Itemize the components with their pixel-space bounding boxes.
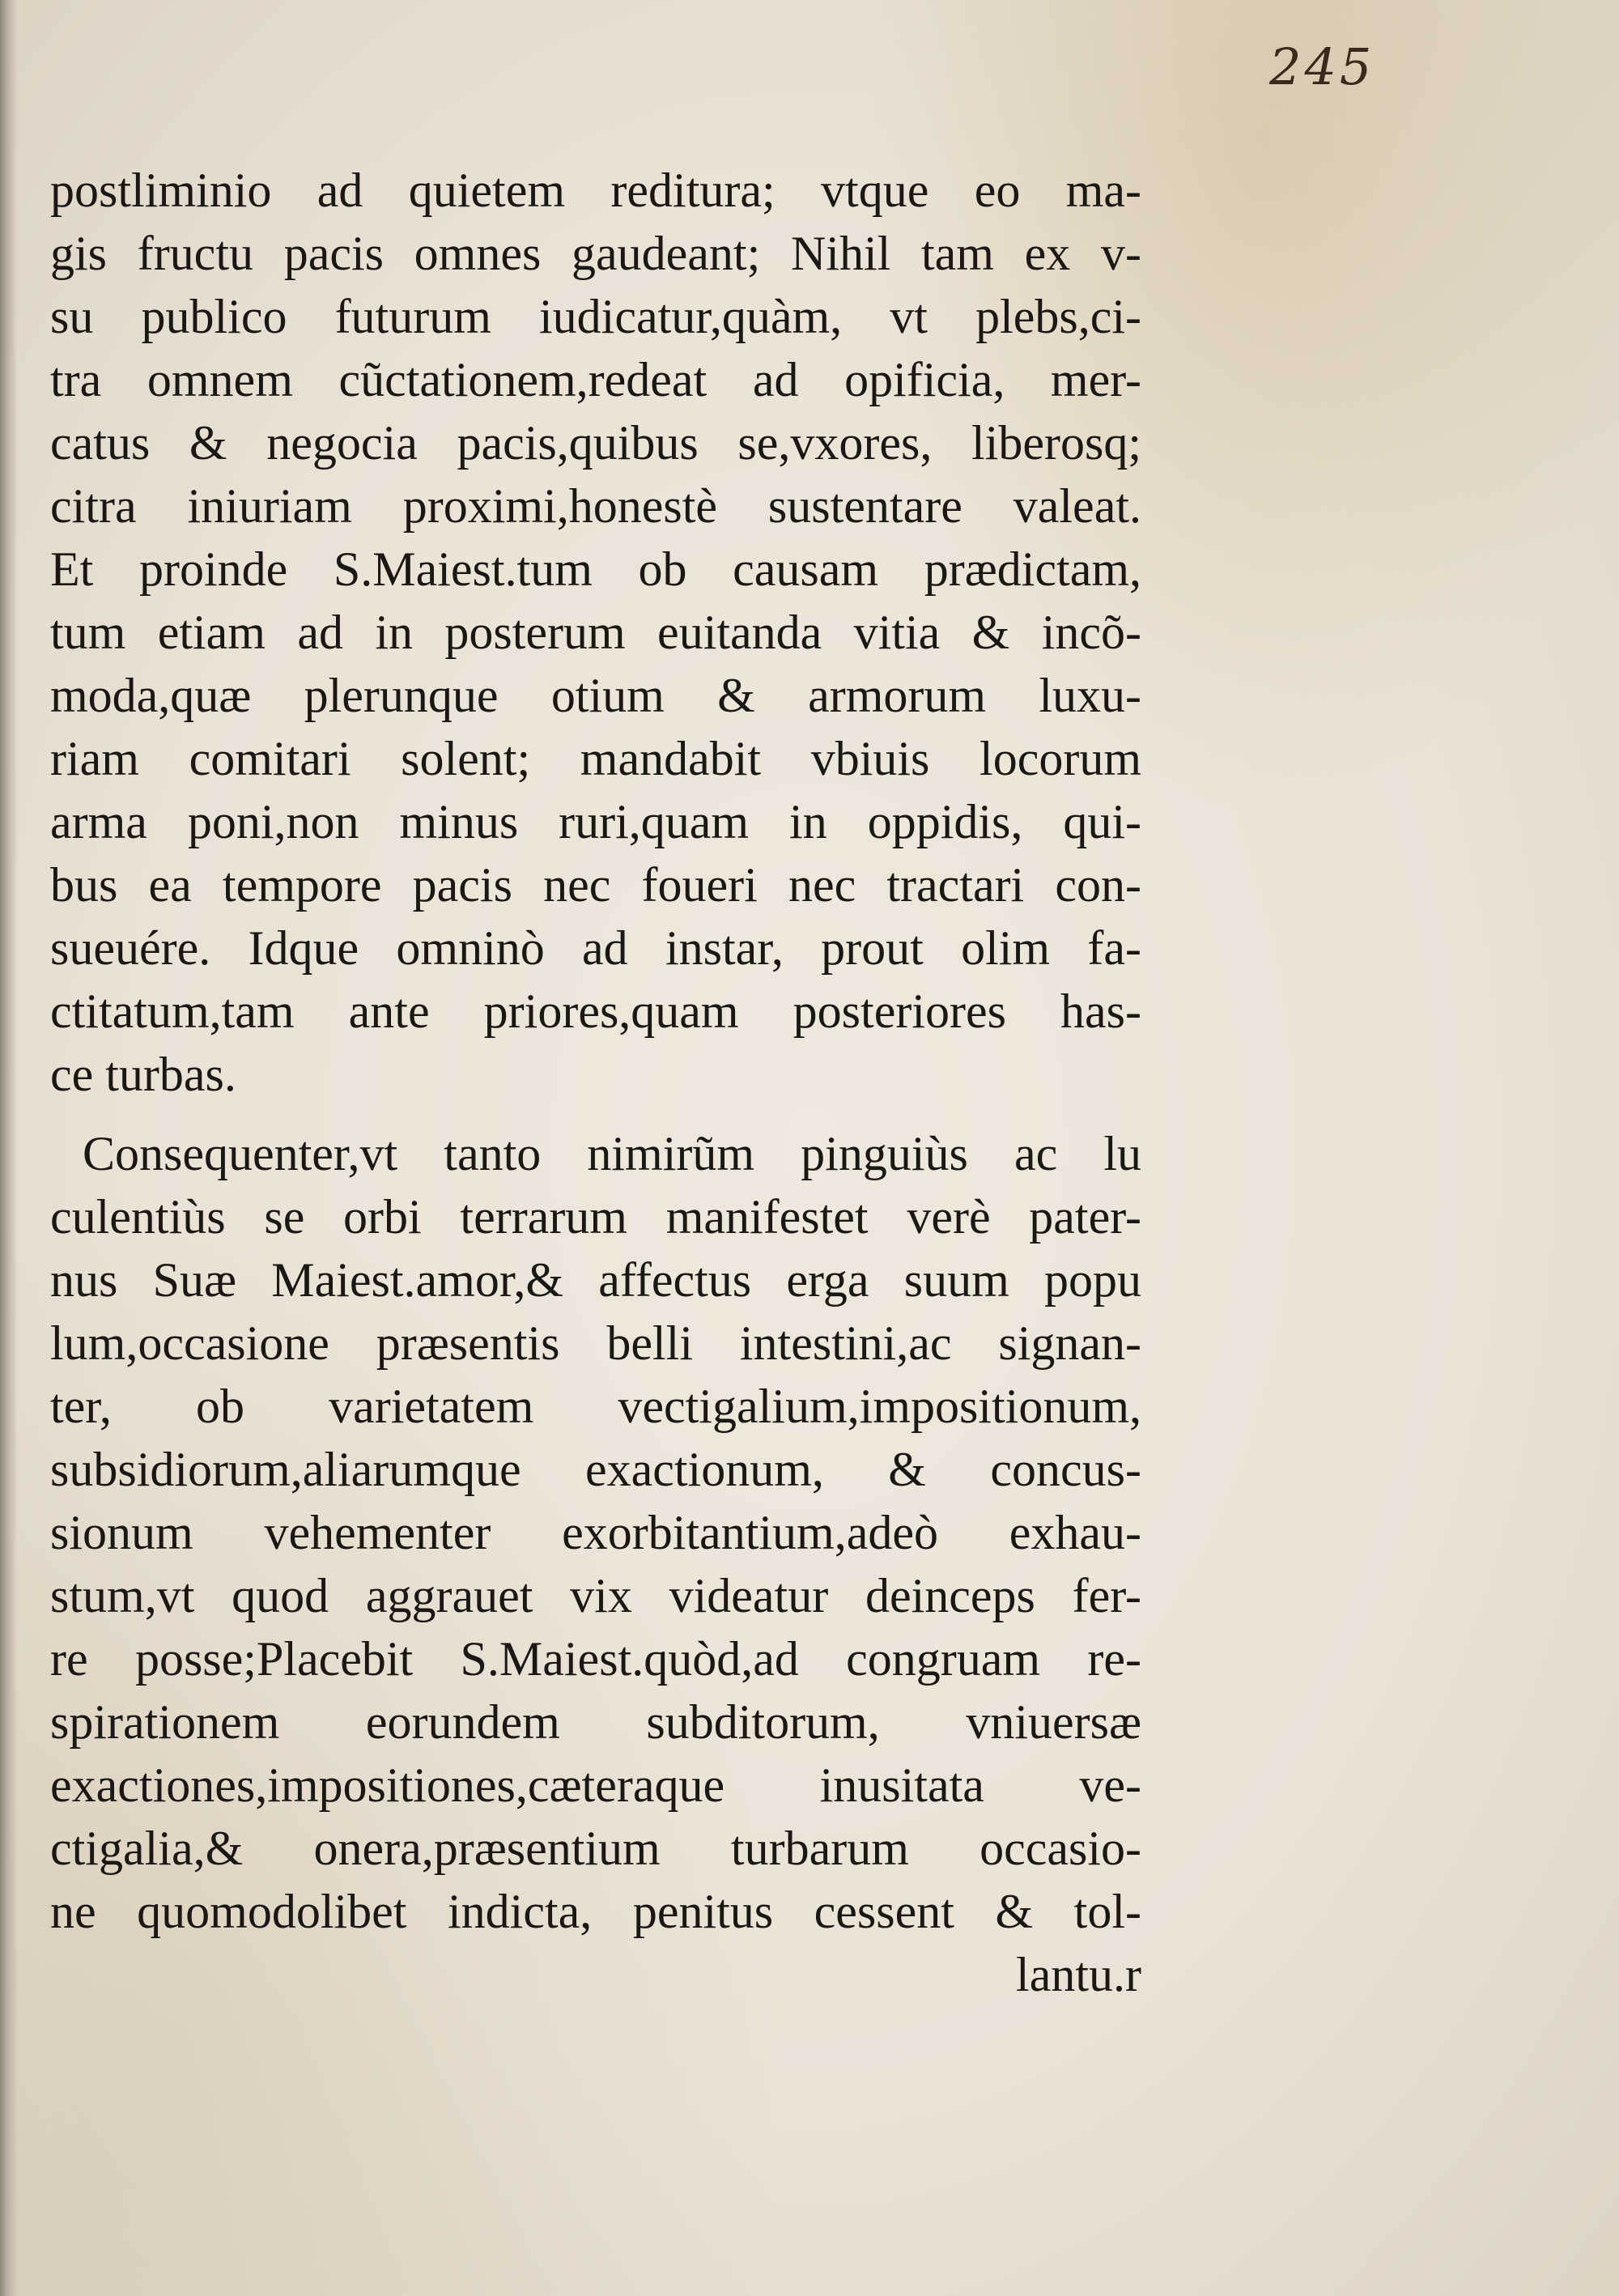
text-line: subsidiorum,aliarumque exactionum, & concus- [50, 1443, 1141, 1496]
text-line: arma poni,non minus ruri,quam in oppidis, qui- [50, 795, 1141, 848]
text-line: Et proinde S.Maiest.tum ob causam prædictam, [50, 542, 1141, 596]
text-line: tra omnem cũctationem,redeat ad opificia, mer- [50, 353, 1141, 406]
text-line: gis fructu pacis omnes gaudeant; Nihil tam ex v- [50, 227, 1141, 280]
text-line: stum,vt quod aggrauet vix videatur deinceps fer- [50, 1569, 1141, 1622]
text-line: nus Suæ Maiest.amor,& affectus erga suum popu [50, 1253, 1141, 1307]
page-number: 245 [1269, 37, 1375, 96]
text-line: ter, ob varietatem vectigalium,impositionum, [50, 1380, 1141, 1433]
text-line: riam comitari solent; mandabit vbiuis locorum [50, 732, 1141, 785]
text-line: ctigalia,& onera,præsentium turbarum occasio- [50, 1822, 1141, 1875]
text-line: bus ea tempore pacis nec foueri nec tractari con- [50, 858, 1141, 912]
text-line: ne quomodolibet indicta, penitus cessent & tol- [50, 1885, 1141, 1938]
text-line: sionum vehementer exorbitantium,adeò exhau- [50, 1506, 1141, 1559]
text-line: Consequenter,vt tanto nimirũm pinguiùs ac lu [83, 1127, 1141, 1180]
text-line: culentiùs se orbi terrarum manifestet verè pater- [50, 1190, 1141, 1244]
text-line: tum etiam ad in posterum euitanda vitia & incõ- [50, 606, 1141, 659]
binding-shadow [0, 0, 18, 2296]
paragraph-1 [50, 159, 1141, 1106]
text-line: ctitatum,tam ante priores,quam posteriores has- [50, 984, 1141, 1038]
text-line: citra iniuriam proximi,honestè sustentare valeat. [50, 479, 1141, 533]
body-text [50, 159, 1141, 2006]
text-line: lum,occasione præsentis belli intestini,ac signan- [50, 1316, 1141, 1370]
text-line: postliminio ad quietem reditura; vtque eo ma- [50, 164, 1141, 217]
text-line: moda,quæ plerunque otium & armorum luxu- [50, 669, 1141, 722]
text-line: spirationem eorundem subditorum, vniuersæ [50, 1695, 1141, 1749]
catchword: lantu.r [1016, 1948, 1141, 2001]
text-line: sueuére. Idque omninò ad instar, prout olim fa- [50, 921, 1141, 975]
paragraph-2 [50, 1122, 1141, 2006]
text-line: su publico futurum iudicatur,quàm, vt plebs,ci- [50, 290, 1141, 343]
text-line: re posse;Placebit S.Maiest.quòd,ad congruam re- [50, 1632, 1141, 1686]
text-line: ce turbas. [50, 1048, 236, 1101]
text-line: exactiones,impositiones,cæteraque inusitata ve- [50, 1758, 1141, 1812]
text-line: catus & negocia pacis,quibus se,vxores, liberosq; [50, 416, 1141, 470]
